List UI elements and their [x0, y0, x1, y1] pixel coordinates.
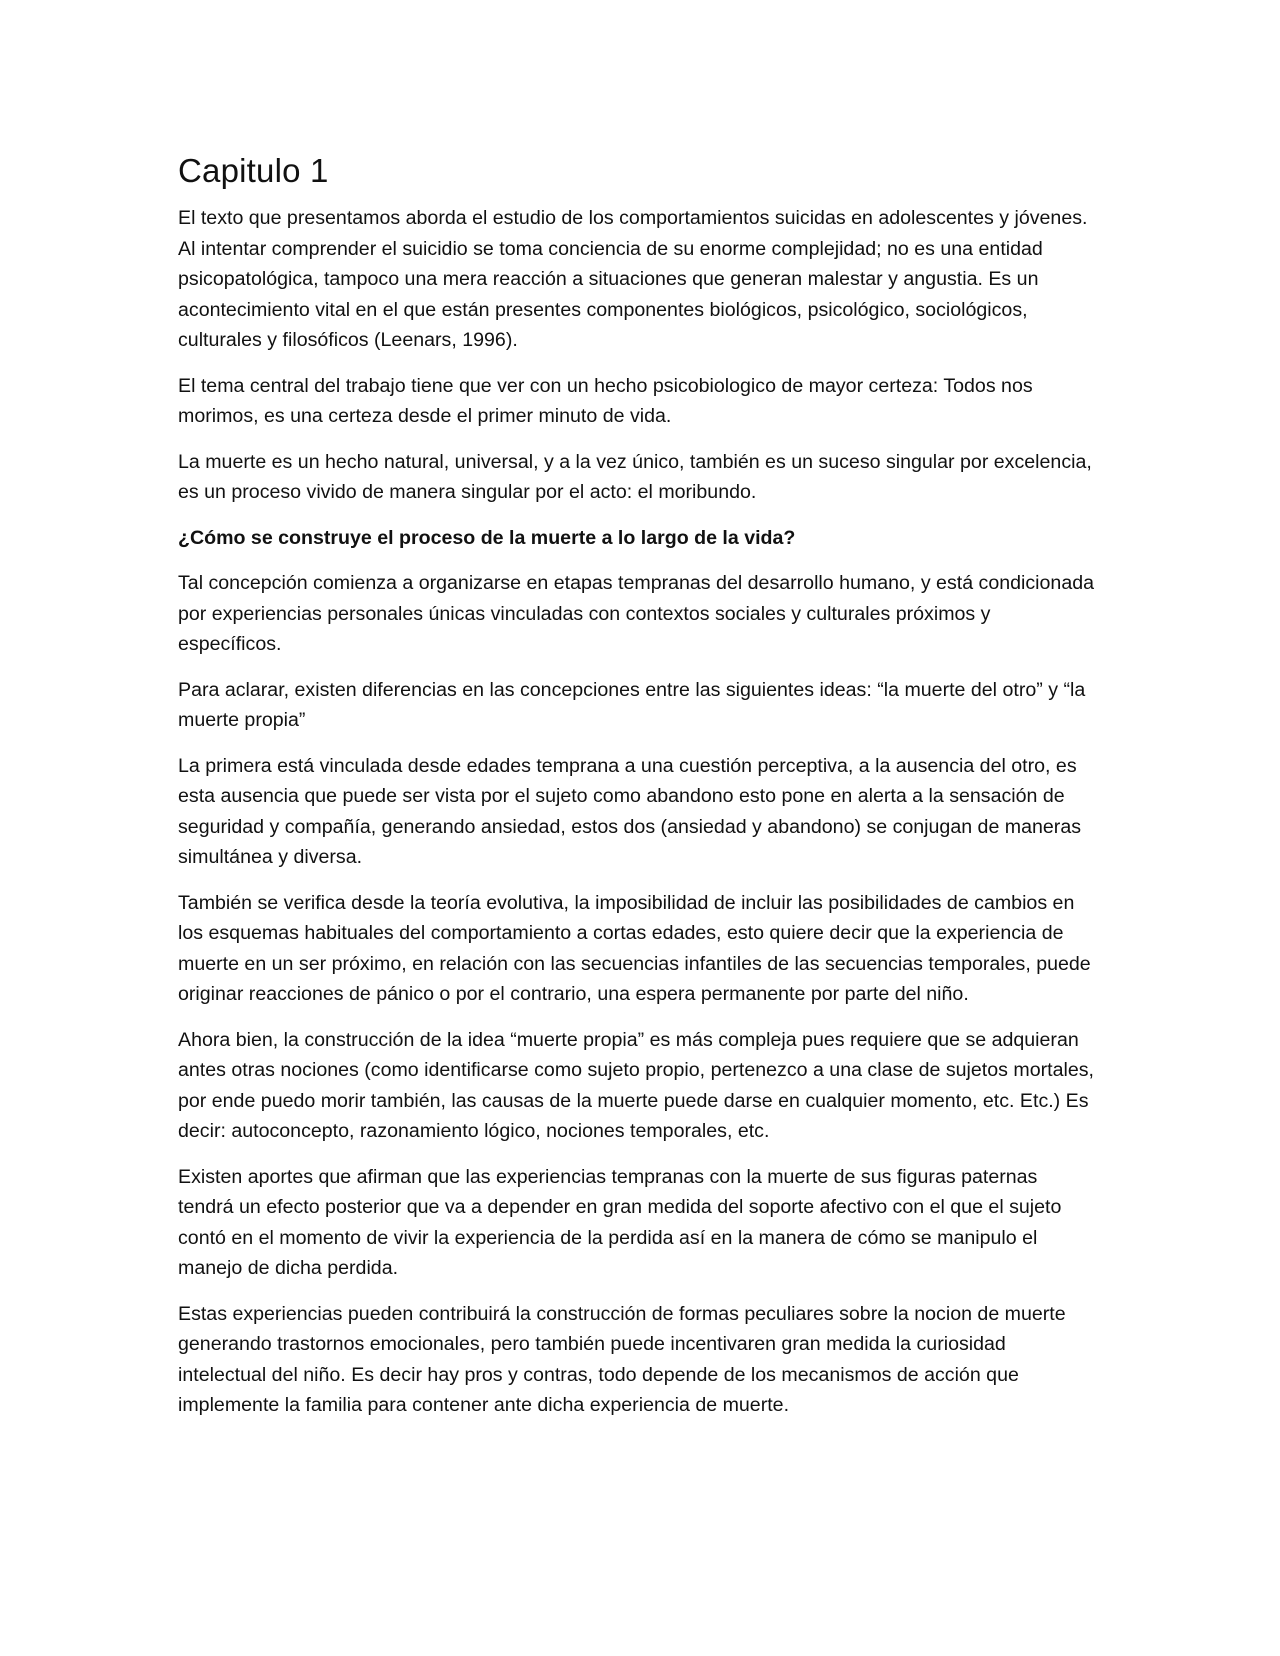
paragraph-conception: Tal concepción comienza a organizarse en etapas tempranas del desarrollo humano, y está condicionada por experiencias personales únicas vinculadas con contextos sociales y culturales próximos y específicos.: [178, 572, 1095, 656]
paragraph-clarify: Para aclarar, existen diferencias en las concepciones entre las siguientes ideas: “la muerte del otro” y “la muerte propia”: [178, 678, 1086, 732]
paragraph-own-death: Ahora bien, la construcción de la idea “muerte propia” es más compleja pues requiere que se adquieran antes otras nociones (como identificarse como sujeto propio, pertenezco a una clase de sujetos mortales, por ende puedo morir también, las causas de la muerte puede darse en cualquier momento, etc. Etc.) Es decir: autoconcepto, razonamiento lógico, nociones temporales, etc.: [178, 1028, 1094, 1143]
paragraph-intro: El texto que presentamos aborda el estudio de los comportamientos suicidas en adolescentes y jóvenes. Al intentar comprender el suicidio se toma conciencia de su enorme complejidad; no es una entidad psicopatológica, tampoco una mera reacción a situaciones que generan malestar y angustia. Es un acontecimiento vital en el que están presentes componentes biológicos, psicológico, sociológicos, culturales y filosóficos (Leenars, 1996).: [178, 207, 1088, 352]
paragraph-evolutionary-theory: También se verifica desde la teoría evolutiva, la imposibilidad de incluir las posibilidades de cambios en los esquemas habituales del comportamiento a cortas edades, esto quiere decir que la experiencia de muerte en un ser próximo, en relación con las secuencias infantiles de las secuencias temporales, puede originar reacciones de pánico o por el contrario, una espera permanente por parte del niño.: [178, 891, 1091, 1006]
paragraph-contributions: Estas experiencias pueden contribuirá la construcción de formas peculiares sobre la nocion de muerte generando trastornos emocionales, pero también puede incentivaren gran medida la curiosidad intelectual del niño. Es decir hay pros y contras, todo depende de los mecanismos de acción que implemente la familia para contener ante dicha experiencia de muerte.: [178, 1302, 1066, 1417]
section-question-heading: ¿Cómo se construye el proceso de la muerte a lo largo de la vida?: [178, 526, 796, 549]
document-page: [178, 150, 1098, 1436]
paragraph-early-experiences: Existen aportes que afirman que las experiencias tempranas con la muerte de sus figuras paternas tendrá un efecto posterior que va a depender en gran medida del soporte afectivo con el que el sujeto contó en el momento de vivir la experiencia de la perdida así en la manera de cómo se manipulo el manejo de dicha perdida.: [178, 1165, 1062, 1280]
paragraph-central-theme: El tema central del trabajo tiene que ver con un hecho psicobiologico de mayor certeza: Todos nos morimos, es una certeza desde el primer minuto de vida.: [178, 374, 1033, 428]
paragraph-first-idea: La primera está vinculada desde edades temprana a una cuestión perceptiva, a la ausencia del otro, es esta ausencia que puede ser vista por el sujeto como abandono esto pone en alerta a la sensación de seguridad y compañía, generando ansiedad, estos dos (ansiedad y abandono) se conjugan de maneras simultánea y diversa.: [178, 754, 1082, 869]
paragraph-death-natural: La muerte es un hecho natural, universal, y a la vez único, también es un suceso singular por excelencia, es un proceso vivido de manera singular por el acto: el moribundo.: [178, 450, 1092, 504]
chapter-title: Capitulo 1: [178, 152, 329, 189]
